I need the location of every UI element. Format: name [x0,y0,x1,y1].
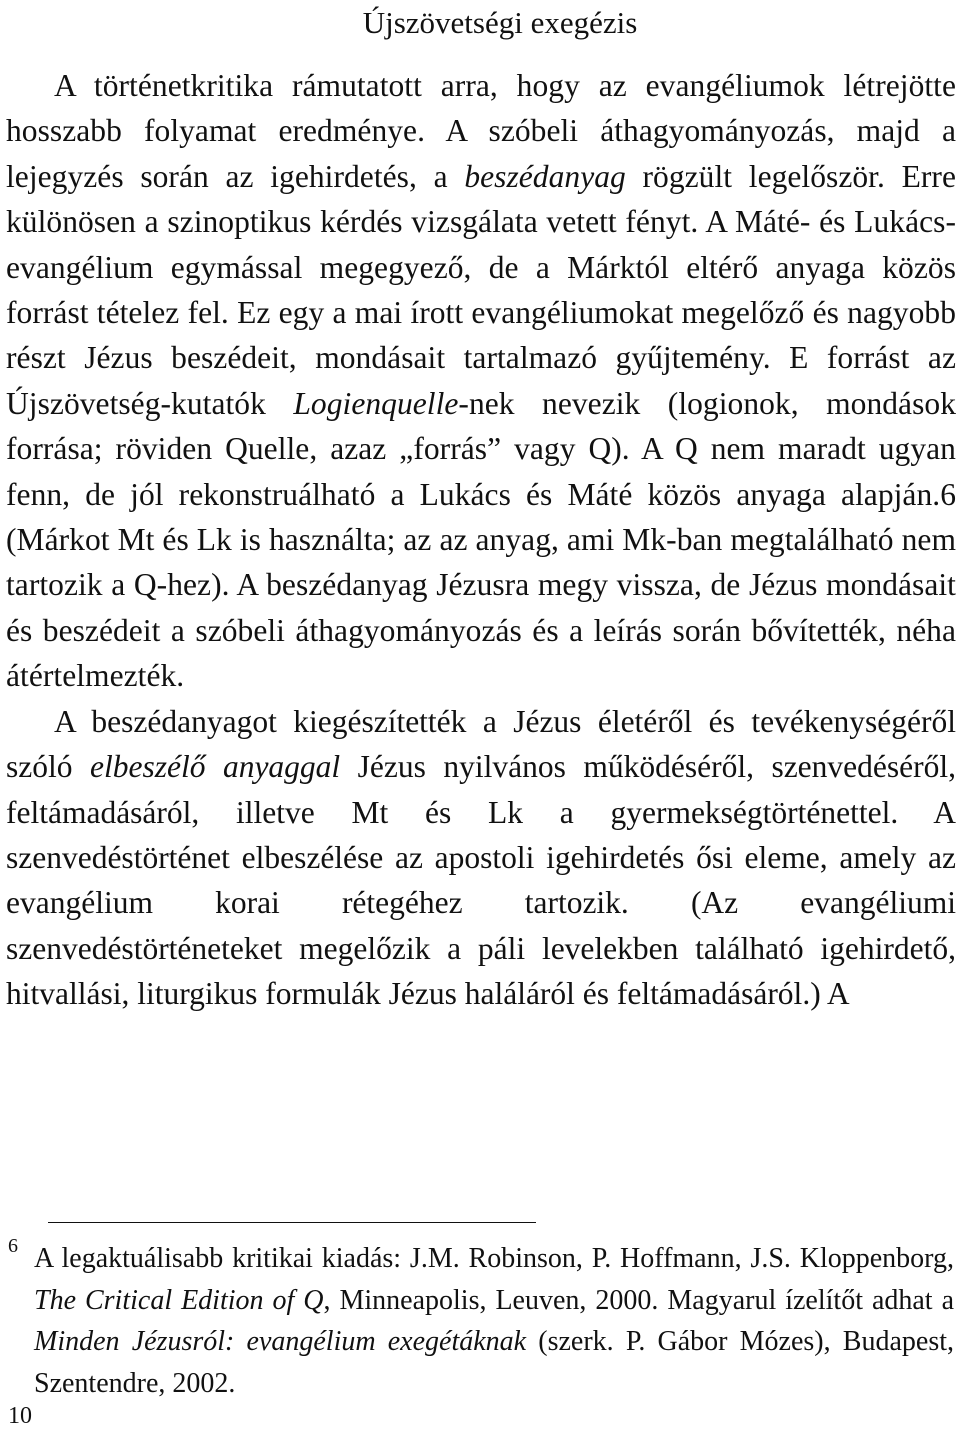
italic-term-logienquelle: Logienquelle [293,385,459,421]
footnote-text-part: (szerk. P. Gábor Mózes), Budapest, Szentendre, 2002. [34,1326,954,1399]
running-head: Újszövetségi exegézis [362,5,638,40]
italic-term-elbeszelo-anyaggal: elbeszélő anyaggal [89,749,341,785]
italic-title-critical-edition: The Critical Edition of Q [34,1284,324,1316]
footnote-divider [48,1222,536,1223]
main-text [6,63,956,1017]
italic-title-minden-jezusrol: Minden Jézusról: evangélium exegétáknak [34,1326,527,1357]
paragraph-1-text: A történetkritika rámutatott arra, hogy az evangéliumok létrejötte hosszabb folyamat eredménye. A szóbeli áthagyományozás, majd a lejegyzés során az igehirdetés, a [6,68,956,194]
footnote [8,1235,954,1404]
paragraph-1-text: -nek nevezik (logionok, mondások forrása; röviden Quelle, azaz „forrás” vagy Q). A Q nem maradt ugyan fenn, de jól rekonstruálható a Lukács és Máté közös anyaga alapján. [6,385,956,512]
paragraph-1 [6,63,956,699]
paragraph-2-text: A beszédanyagot kiegészítették a Jézus életéről és tevékenységéről szóló [6,703,956,785]
paragraph-1-text: rögzült legelőször. Erre különösen a szinoptikus kérdés vizsgálata vetett fényt. A Máté- és Lukács-evangélium egymással megegyező, de a Márktól eltérő anyaga közös forrást tételez fel. Ez egy a mai írott evangéliumokat megelőző és nagyobb részt Jézus beszédeit, mondásait tartalmazó gyűjtemény. E forrást az Újszövetség-kutatók [6,158,956,421]
footnote-text-part: A legaktuálisabb kritikai kiadás: J.M. Robinson, P. Hoffmann, J.S. Kloppenborg, [34,1243,954,1274]
footnote-text [34,1238,954,1404]
paragraph-2 [6,699,956,1017]
paragraph-1-text: (Márkot Mt és Lk is használta; az az anyag, ami Mk-ban megtalálható nem tartozik a Q-hez). A beszédanyag Jézusra megy vissza, de Jézus mondásait és beszédeit a szóbeli áthagyományozás és a leírás során bővítették, néha átértelmezték. [6,522,956,694]
footnote-reference: 6 [940,476,956,512]
footnote-text-part: , Minneapolis, Leuven, 2000. Magyarul ízelítőt adhat a [323,1284,954,1316]
italic-term-beszedanyag: beszédanyag [464,158,626,194]
page-number: 10 [8,1403,32,1429]
footnote-marker: 6 [8,1235,18,1257]
paragraph-2-text: Jézus nyilvános működéséről, szenvedéséről, feltámadásáról, illetve Mt és Lk a gyermekségtörténettel. A szenvedéstörténet elbeszélése az apostoli igehirdetés ősi eleme, amely az evangélium korai rétegéhez tartozik. (Az evangéliumi szenvedéstörténeteket megelőzik a páli levelekben található igehirdető, hitvallási, liturgikus formulák Jézus haláláról és feltámadásáról.) A [6,749,956,1012]
